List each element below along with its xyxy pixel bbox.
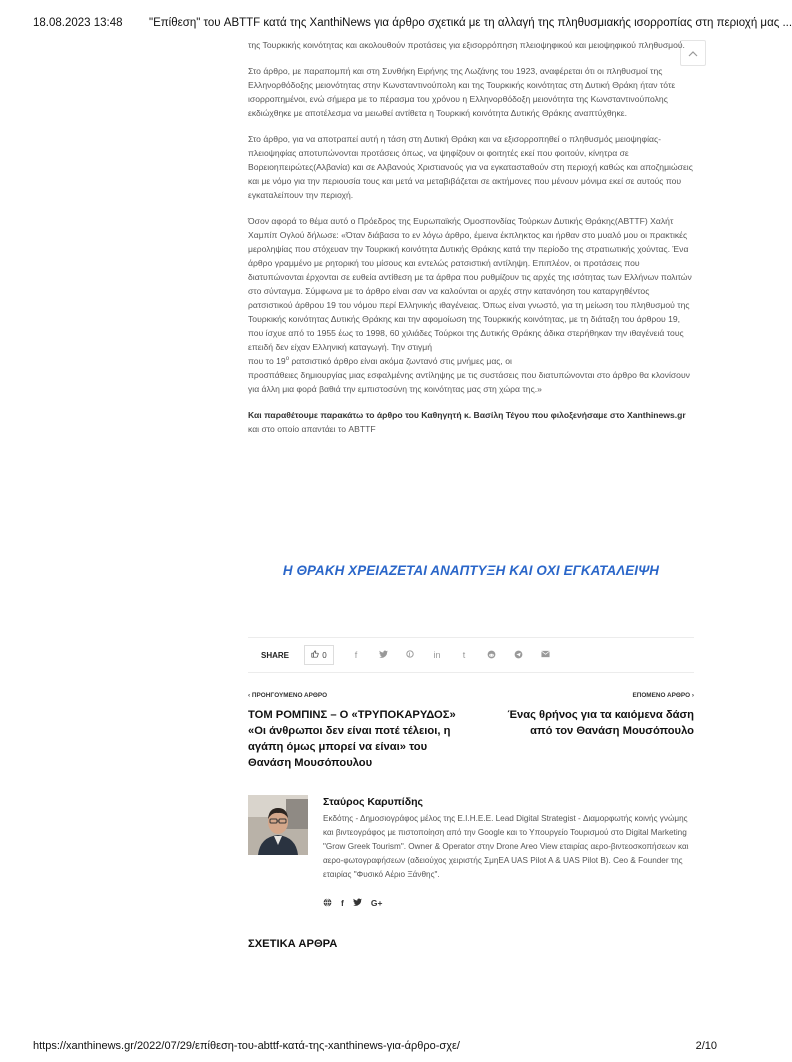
xanthinews-link[interactable]: Xanthinews.gr [627, 410, 686, 420]
twitter-icon[interactable] [353, 898, 362, 909]
quote-text: Όσον αφορά το θέμα αυτό ο Πρόεδρος της Ευρωπαϊκής Ομοσπονδίας Τούρκων Δυτικής Θράκης(ABTTF) Χαλήτ Χαμπίπ Ογλού δήλωσε: «Όταν διάβασα το εν λόγω άρθρο, έμεινα έκπληκτος και ήρθαν στο μυαλό μου οι πρακτικές μεροληψίας που στόχευαν την Τουρκική κοινότητα Δυτικής Θράκης κατά την περίοδο της στρατιωτικής χούντας. Ένα άρθρο γραμμένο με ρητορική του μίσους και εντελώς ρατσιστική αντίληψη. Επιπλέον, οι προτάσεις που διατυπώνονται έρχονται σε ευθεία αντίθεση με τα άρθρα που ρυθμίζουν τις αρχές της ισότητας των Ελλήνων πολιτών στο σύνταγμα. Σύμφωνα με το άρθρο είναι σαν να καλούνται οι αρχές στην κατανόηση του καταργηθέντος ρατσιστικού άρθρου 19 του νόμου περί Ελληνικής ιθαγένειας. Όπως είναι γνωστό, για τη μείωση του πληθυσμού της Τουρκικής κοινότητας Δυτικής Θράκης και την αφομοίωση της Τουρκικής κοινότητας, με τη διάταξη του άρθρου 19, που ίσχυε από το 1955 έως το 1998, 60 χιλιάδες Τούρκοι της Δυτικής Θράκης άδικα στερήθηκαν την ιθαγένειά τους επειδή δεν είχαν Ελληνική καταγωγή. Την στιγμή [248, 216, 692, 352]
reddit-icon[interactable] [486, 650, 496, 661]
google-plus-icon[interactable]: G+ [370, 898, 383, 908]
quote-text-line: ρατσιστικό άρθρο είναι ακόμα ζωντανό στις μνήμες μας, οι [289, 356, 512, 366]
facebook-icon[interactable]: f [354, 650, 358, 660]
like-count: 0 [322, 650, 327, 660]
next-article-link[interactable]: Ένας θρήνος για τα καιόμενα δάση από τον Θανάση Μουσόπουλο [507, 709, 694, 737]
print-page-number: 2/10 [695, 1040, 717, 1052]
related-articles-heading: ΣΧΕΤΙΚΑ ΑΡΘΡΑ [248, 938, 338, 950]
article-paragraph: Στο άρθρο, για να αποτραπεί αυτή η τάση στη Δυτική Θράκη και να εξισορροπηθεί ο πληθυσμός μειοψηφίας-πλειοψηφίας αποτυπώνονται προτάσεις όπως, να ψηφίζουν οι φοιτητές εκεί που φοιτούν, κίνητρα σε Βορειοηπειρώτες(Αλβανία) και σε Αλβανούς Χριστιανούς για να εγκατασταθούν στη περιοχή καθώς και αποζημιώσεις και με νόμο για την περιουσία τους και μετά να μεταβιβάζεται σε ακτήμονες που μένουν μόνιμα εκεί σε αυτούς που εγκαταλείπουν την περιοχή. [248, 134, 693, 200]
source-tail: και στο οποίο απαντάει το ABTTF [248, 424, 376, 434]
author-bio: Εκδότης - Δημοσιογράφος μέλος της Ε.Ι.Η.Ε.Ε. Lead Digital Strategist - Διαμορφωτής κοινής γνώμης και βιντεογράφος με πιστοποίηση από την Google και το Υπουργείο Τουρισμού στο Digital Marketing "Grow Greek Tourism". Owner & Operator στην Drone Areo View εταιρίας αερο-βιντεοσκοπήσεων και αερο-φωτογραφήσεων (αδειούχος χειριστής ΣμηΕΑ UAS Pilot A & UAS Pilot B). Ceo & Founder της εταιρίας "Φυσικό Αέριο Ξάνθης". [323, 814, 689, 879]
ordinal-superscript: ο [285, 356, 290, 363]
tumblr-icon[interactable]: t [462, 650, 466, 660]
quote-text-end: προσπάθειες δημιουργίας μιας εσφαλμένης αντίληψης με τις συστάσεις που διατυπώνονται στο άρθρο θα κλονίσουν για άλλη μια φορά βαθιά την εμπιστοσύνη της κοινότητας μας στη χώρα της.» [248, 370, 690, 394]
like-button[interactable] [304, 645, 334, 665]
print-datetime: 18.08.2023 13:48 [33, 17, 123, 29]
related-headline-link[interactable]: Η ΘΡΑΚΗ ΧΡΕΙΑΖΕΤΑΙ ΑΝΑΠΤΥΞΗ ΚΑΙ ΟΧΙ ΕΓΚΑΤΑΛΕΙΨΗ [282, 563, 660, 578]
telegram-icon[interactable] [513, 650, 523, 661]
pinterest-icon[interactable] [405, 650, 415, 660]
globe-icon[interactable] [323, 898, 332, 909]
facebook-icon[interactable]: f [341, 898, 344, 908]
share-label: SHARE [261, 650, 290, 660]
chevron-left-icon: ‹ [248, 692, 252, 699]
article-paragraph: Στο άρθρο, με παραπομπή και στη Συνθήκη Ειρήνης της Λωζάνης του 1923, αναφέρεται ότι οι πληθυσμοί της Ελληνορθόδοξης μειονότητας στην Κωνσταντινούπολη και της Τουρκικής κοινότητας στη Δυτική Θράκη ήταν τότε ισορροπημένοι, ενώ σήμερα με το πέρασμα του χρόνου η Ελληνορθόδοξη μειονότητα της Κωνσταντινούπολης εκδιώχθηκε με αποτέλεσμα να μειωθεί αντίθετα η Τουρκική κοινότητα Δυτικής Θράκης αναπτύχθηκε. [248, 66, 676, 118]
author-social-links [323, 898, 382, 909]
article-paragraph-quote [248, 214, 694, 396]
share-bar [248, 637, 694, 673]
twitter-icon[interactable] [378, 650, 388, 660]
next-article-label: ΕΠΟΜΕΝΟ ΑΡΘΡΟ › [632, 692, 694, 699]
article-paragraph: της Τουρκικής κοινότητας και ακολουθούν προτάσεις για εξισορρόπηση πλειοψηφικού και μειοψηφικού πληθυσμού. [248, 40, 685, 50]
article-source-paragraph [248, 408, 694, 436]
quote-text-line: που το 19 [248, 356, 286, 366]
thumbs-up-icon [311, 650, 319, 660]
chevron-right-icon: › [690, 692, 694, 699]
previous-article-label: ‹ ΠΡΟΗΓΟΥΜΕΝΟ ΑΡΘΡΟ [248, 692, 328, 699]
email-icon[interactable] [540, 650, 550, 660]
author-name-link[interactable]: Σταύρος Καρυπίδης [323, 796, 423, 808]
article-body [248, 38, 694, 448]
linkedin-icon[interactable]: in [433, 650, 441, 660]
print-url: https://xanthinews.gr/2022/07/29/επίθεση-του-abttf-κατά-της-xanthinews-για-άρθρο-σχε/ [33, 1040, 460, 1052]
source-text: Και παραθέτουμε παρακάτω το άρθρο του Καθηγητή κ. Βασίλη Τέγου που φιλοξενήσαμε στο [248, 410, 628, 420]
previous-article-link[interactable]: ΤΟΜ ΡΟΜΠΙΝΣ – Ο «ΤΡΥΠΟΚΑΡΥΔΟΣ» «Οι άνθρωποι δεν είναι ποτέ τέλειοι, η αγάπη όμως μπορεί να είναι» του Θανάση Μουσόπουλου [248, 709, 456, 769]
print-page-title: "Επίθεση" του ABTTF κατά της XanthiNews για άρθρο σχετικά με τη αλλαγή της πληθυσμιακής ισορροπίας στη περιοχή μας ... [149, 17, 792, 29]
author-avatar[interactable] [248, 795, 308, 855]
